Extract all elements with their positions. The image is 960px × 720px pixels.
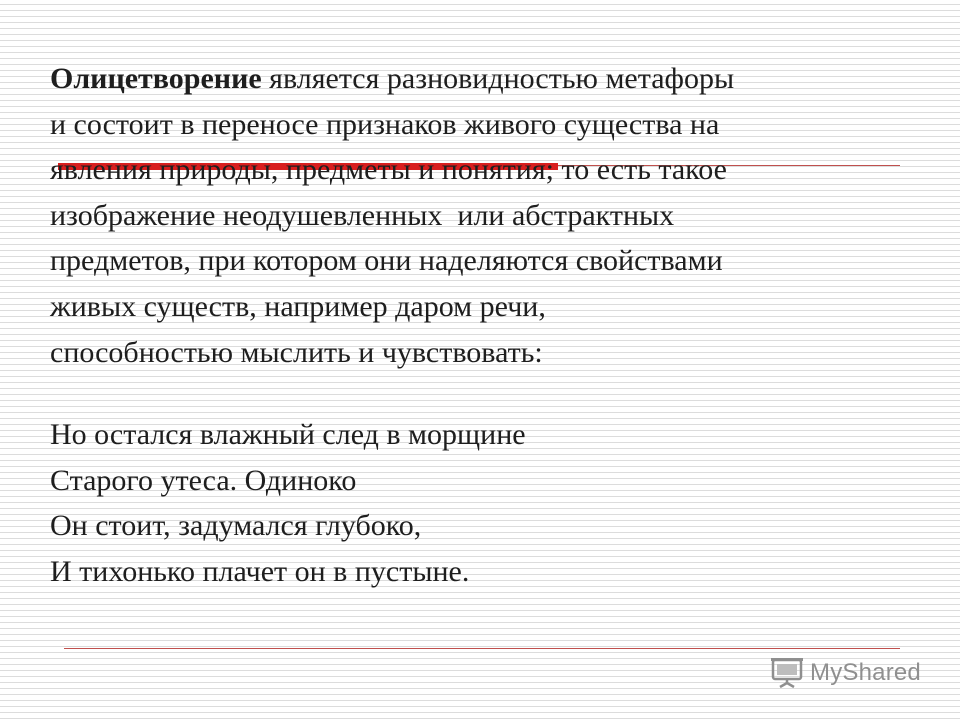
definition-line-6: живых существ, например даром речи, xyxy=(50,289,546,323)
poem-line-3: Он стоит, задумался глубоко, xyxy=(50,509,422,543)
definition-line-7: способностью мыслить и чувствовать: xyxy=(50,335,543,369)
watermark-brand: MyShared xyxy=(810,659,921,686)
definition-line-4: изображение неодушевленных или абстрактных xyxy=(50,198,675,232)
paragraph-spacer xyxy=(50,375,910,412)
term-personification: Олицетворение xyxy=(50,62,262,95)
slide-body xyxy=(50,56,910,595)
poem-line-2: Старого утеса. Одиноко xyxy=(50,463,357,497)
definition-line-1 xyxy=(50,56,910,102)
presentation-screen-icon xyxy=(770,657,804,689)
definition-line-1-rest: является разновидностью метафоры xyxy=(261,62,735,95)
definition-line-3: явления природы, предметы и понятия; то есть такое xyxy=(50,153,727,187)
definition-line-2: и состоит в переносе признаков живого существа на xyxy=(50,107,720,141)
definition-line-5: предметов, при котором они наделяются свойствами xyxy=(50,244,723,278)
poem-line-4: И тихонько плачет он в пустыне. xyxy=(50,554,470,588)
bottom-accent-rule xyxy=(64,648,900,649)
watermark-logo[interactable] xyxy=(770,655,921,691)
poem-line-1: Но остался влажный след в морщине xyxy=(50,418,526,452)
